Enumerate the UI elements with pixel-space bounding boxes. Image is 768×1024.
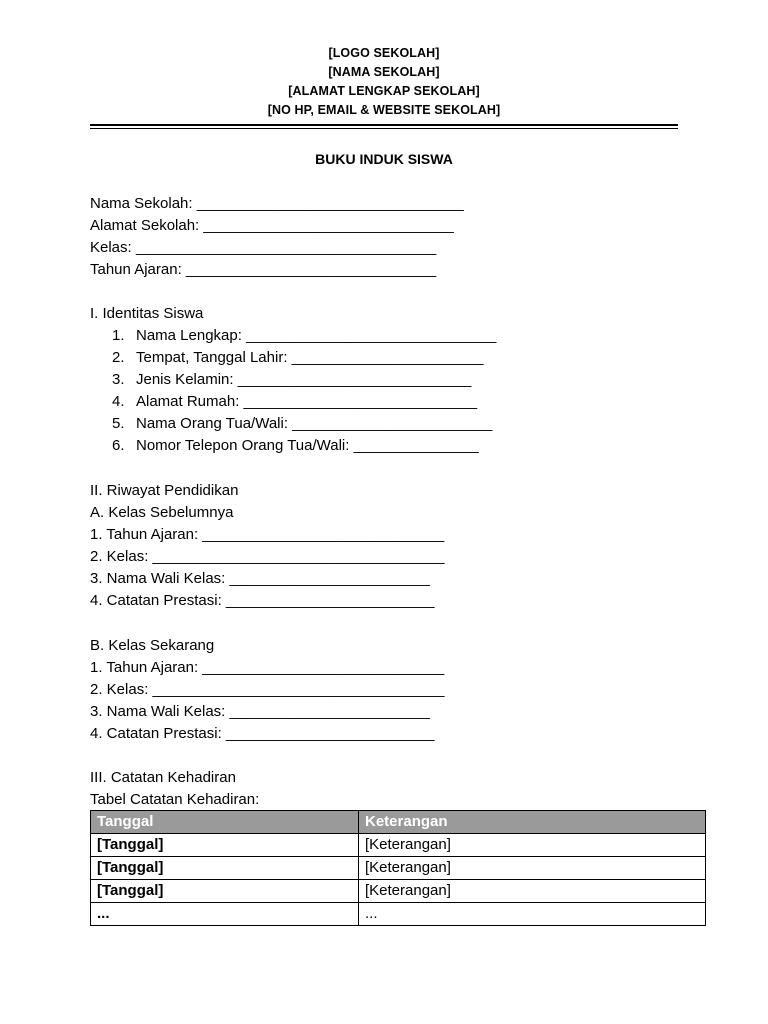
letterhead-divider-thick [90, 124, 678, 126]
section-education-heading: II. Riwayat Pendidikan [90, 482, 239, 499]
current-class-block [90, 635, 445, 745]
table-row [91, 857, 706, 880]
attendance-table-caption: Tabel Catatan Kehadiran: [90, 791, 260, 808]
table-row [91, 903, 706, 926]
list-item: 4. Alamat Rumah: ____________________________ [112, 393, 478, 410]
list-item: 3. Jenis Kelamin: ____________________________ [112, 371, 472, 388]
class-field: Kelas: ____________________________________ [90, 239, 437, 256]
table-cell-notes: [Keterangan] [359, 834, 706, 857]
school-info-block [90, 193, 464, 281]
column-header-notes: Keterangan [359, 811, 706, 834]
letterhead-contact: [NO HP, EMAIL & WEBSITE SEKOLAH] [267, 103, 501, 117]
previous-class-heading: A. Kelas Sebelumnya [90, 504, 234, 521]
previous-homeroom-teacher-field: 3. Nama Wali Kelas: ________________________ [90, 570, 430, 587]
document-title: BUKU INDUK SISWA [315, 151, 453, 167]
current-achievement-field: 4. Catatan Prestasi: _________________________ [90, 725, 435, 742]
letterhead-address: [ALAMAT LENGKAP SEKOLAH] [288, 84, 480, 98]
current-class-heading: B. Kelas Sekarang [90, 637, 215, 654]
table-cell-notes: ... [359, 903, 706, 926]
school-address-field: Alamat Sekolah: ______________________________ [90, 217, 454, 234]
identity-list [90, 325, 496, 457]
table-row [91, 880, 706, 903]
letterhead-school-name: [NAMA SEKOLAH] [328, 65, 440, 79]
table-row [91, 834, 706, 857]
previous-school-year-field: 1. Tahun Ajaran: _____________________________ [90, 526, 445, 543]
attendance-block [90, 767, 259, 811]
list-item: 5. Nama Orang Tua/Wali: ________________________ [112, 415, 493, 432]
education-history-block [90, 480, 445, 612]
list-item: 2. Tempat, Tanggal Lahir: _______________________ [112, 349, 484, 366]
letterhead-logo: [LOGO SEKOLAH] [328, 46, 440, 60]
current-homeroom-teacher-field: 3. Nama Wali Kelas: ________________________ [90, 703, 430, 720]
current-class-field: 2. Kelas: ___________________________________ [90, 681, 445, 698]
current-school-year-field: 1. Tahun Ajaran: _____________________________ [90, 659, 445, 676]
previous-class-field: 2. Kelas: ___________________________________ [90, 548, 445, 565]
table-cell-date: ... [91, 903, 359, 926]
attendance-table [90, 810, 706, 926]
list-item: 1. Nama Lengkap: ______________________________ [112, 327, 497, 344]
table-cell-notes: [Keterangan] [359, 857, 706, 880]
section-attendance-heading: III. Catatan Kehadiran [90, 769, 236, 786]
school-name-field: Nama Sekolah: ________________________________ [90, 195, 464, 212]
table-header-row [91, 811, 706, 834]
column-header-date: Tanggal [91, 811, 359, 834]
school-year-field: Tahun Ajaran: ______________________________ [90, 261, 437, 278]
table-cell-date: [Tanggal] [91, 857, 359, 880]
table-cell-date: [Tanggal] [91, 880, 359, 903]
previous-achievement-field: 4. Catatan Prestasi: _________________________ [90, 592, 435, 609]
section-identity-heading: I. Identitas Siswa [90, 305, 204, 322]
table-cell-notes: [Keterangan] [359, 880, 706, 903]
letterhead [90, 44, 678, 120]
list-item: 6. Nomor Telepon Orang Tua/Wali: _______________ [112, 437, 479, 454]
table-cell-date: [Tanggal] [91, 834, 359, 857]
letterhead-divider-thin [90, 128, 678, 129]
